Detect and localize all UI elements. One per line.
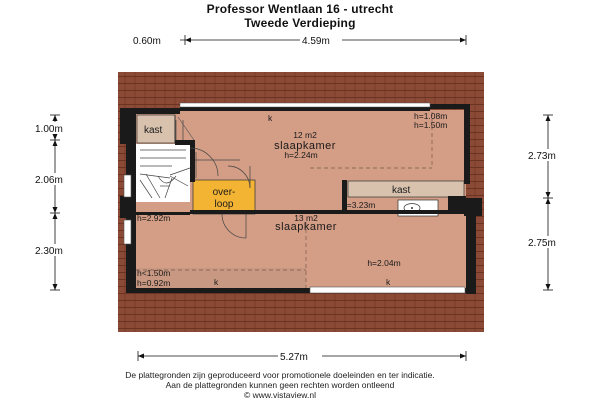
- overloop-label-line1: over-: [212, 187, 236, 198]
- disclaimer-line1: De plattegronden zijn geproduceerd voor promotionele doeleinden en ter indicatie.: [125, 370, 435, 380]
- right-dimension: [526, 115, 570, 290]
- kast-right-label: kast: [392, 185, 411, 196]
- left-dimension: [33, 115, 77, 290]
- overloop-label-line2: loop: [214, 199, 234, 210]
- dim-right-top: 2.73m: [528, 151, 556, 162]
- dim-right-bottom: 2.75m: [528, 238, 556, 249]
- k-top: k: [268, 113, 273, 123]
- slaapkamer-top-height: h=2.24m: [284, 150, 318, 160]
- height-bottom-left-2: h=0.92m: [137, 278, 171, 288]
- height-landing: h=2.92m: [137, 213, 171, 223]
- slaapkamer-top-name: slaapkamer: [274, 140, 336, 152]
- slaapkamer-top-area: 12 m2: [293, 130, 317, 140]
- disclaimer-line2: Aan de plattegronden kunnen geen rechten worden ontleend: [165, 380, 395, 390]
- dim-bottom: 5.27m: [280, 352, 308, 363]
- height-top-right-1: h=1.08m: [414, 111, 448, 121]
- k-bottom-1: k: [214, 277, 219, 287]
- slaapkamer-bottom-name: slaapkamer: [275, 221, 337, 233]
- slaapkamer-bottom-height: h=2.04m: [367, 258, 401, 268]
- bottom-dimension: [138, 349, 466, 363]
- k-bottom-2: k: [386, 277, 391, 287]
- dim-top-right: 4.59m: [302, 36, 330, 47]
- slaapkamer-bottom-area: 13 m2: [294, 213, 318, 223]
- dim-top-left: 0.60m: [133, 36, 161, 47]
- height-kast-right: h=3.23m: [342, 200, 376, 210]
- dim-left-middle: 2.06m: [35, 175, 63, 186]
- plan-title: Professor Wentlaan 16 - utrecht: [206, 2, 394, 16]
- height-bottom-left-1: h<1.50m: [137, 268, 171, 278]
- floor-title: Tweede Verdieping: [244, 16, 356, 30]
- copyright-line: © www.vistaview.nl: [244, 390, 316, 400]
- height-top-right-2: h=1.50m: [414, 120, 448, 130]
- kast-left-label: kast: [144, 125, 163, 136]
- dim-left-top: 1.00m: [35, 124, 63, 135]
- top-dimension: [128, 33, 466, 47]
- dim-left-bottom: 2.30m: [35, 246, 63, 257]
